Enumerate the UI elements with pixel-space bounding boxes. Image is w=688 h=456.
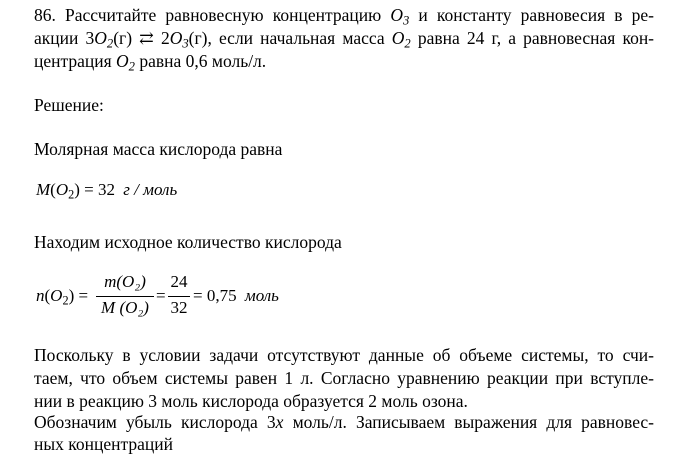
variable-x: x bbox=[275, 412, 284, 432]
paragraph-2-line-2: ных концентраций bbox=[34, 434, 173, 454]
amount-result: = 0,75 моль bbox=[193, 286, 279, 305]
equals-sign: = bbox=[156, 286, 166, 305]
ozone-symbol: $O_3$ bbox=[390, 5, 410, 28]
paragraph-1-line-2: таем, что объем системы равен 1 л. Согласно уравнению реакции при вступле- bbox=[34, 368, 654, 388]
problem-number: 86. bbox=[34, 5, 56, 25]
problem-line-1: 86. Рассчитайте равновесную концентрацию $O_3$ и константу равновесия в ре- bbox=[34, 5, 655, 28]
fraction-24-over-32: 24 32 bbox=[168, 272, 190, 320]
molar-mass-formula: $M(O_2) = 32$ г / моль bbox=[36, 180, 178, 202]
oxygen-symbol: $O_2$ bbox=[94, 28, 114, 51]
molar-mass-intro: Молярная масса кислорода равна bbox=[34, 139, 283, 159]
problem-line-3: центрация $O_2$ равна 0,6 моль/л. bbox=[34, 51, 267, 74]
solution-heading: Решение: bbox=[34, 95, 104, 115]
amount-lhs: $n(O_2)$ = bbox=[36, 286, 89, 308]
problem-line-2: акции $3O_2(г)$ ⇄ $2O_3(г)$, если начальная масса $O_2$ равна 24 г, а равновесная кон- bbox=[34, 28, 655, 51]
oxygen-symbol: $O_2$ bbox=[116, 51, 135, 74]
paragraph-1-line-1: Поскольку в условии задачи отсутствуют данные об объеме системы, то счи- bbox=[34, 345, 654, 365]
initial-amount-intro: Находим исходное количество кислорода bbox=[34, 232, 342, 252]
ozone-symbol: $O_3$ bbox=[169, 28, 189, 51]
paragraph-1-line-3: нии в реакцию 3 моль кислорода образуется 2 моль озона. bbox=[34, 391, 468, 411]
oxygen-symbol: $O_2$ bbox=[391, 28, 411, 51]
paragraph-2-line-1: Обозначим убыль кислорода 3x моль/л. Записываем выражения для равновес- bbox=[34, 412, 655, 432]
fraction-mass-over-molar-mass: m(O₂) M (O₂) bbox=[96, 272, 154, 320]
